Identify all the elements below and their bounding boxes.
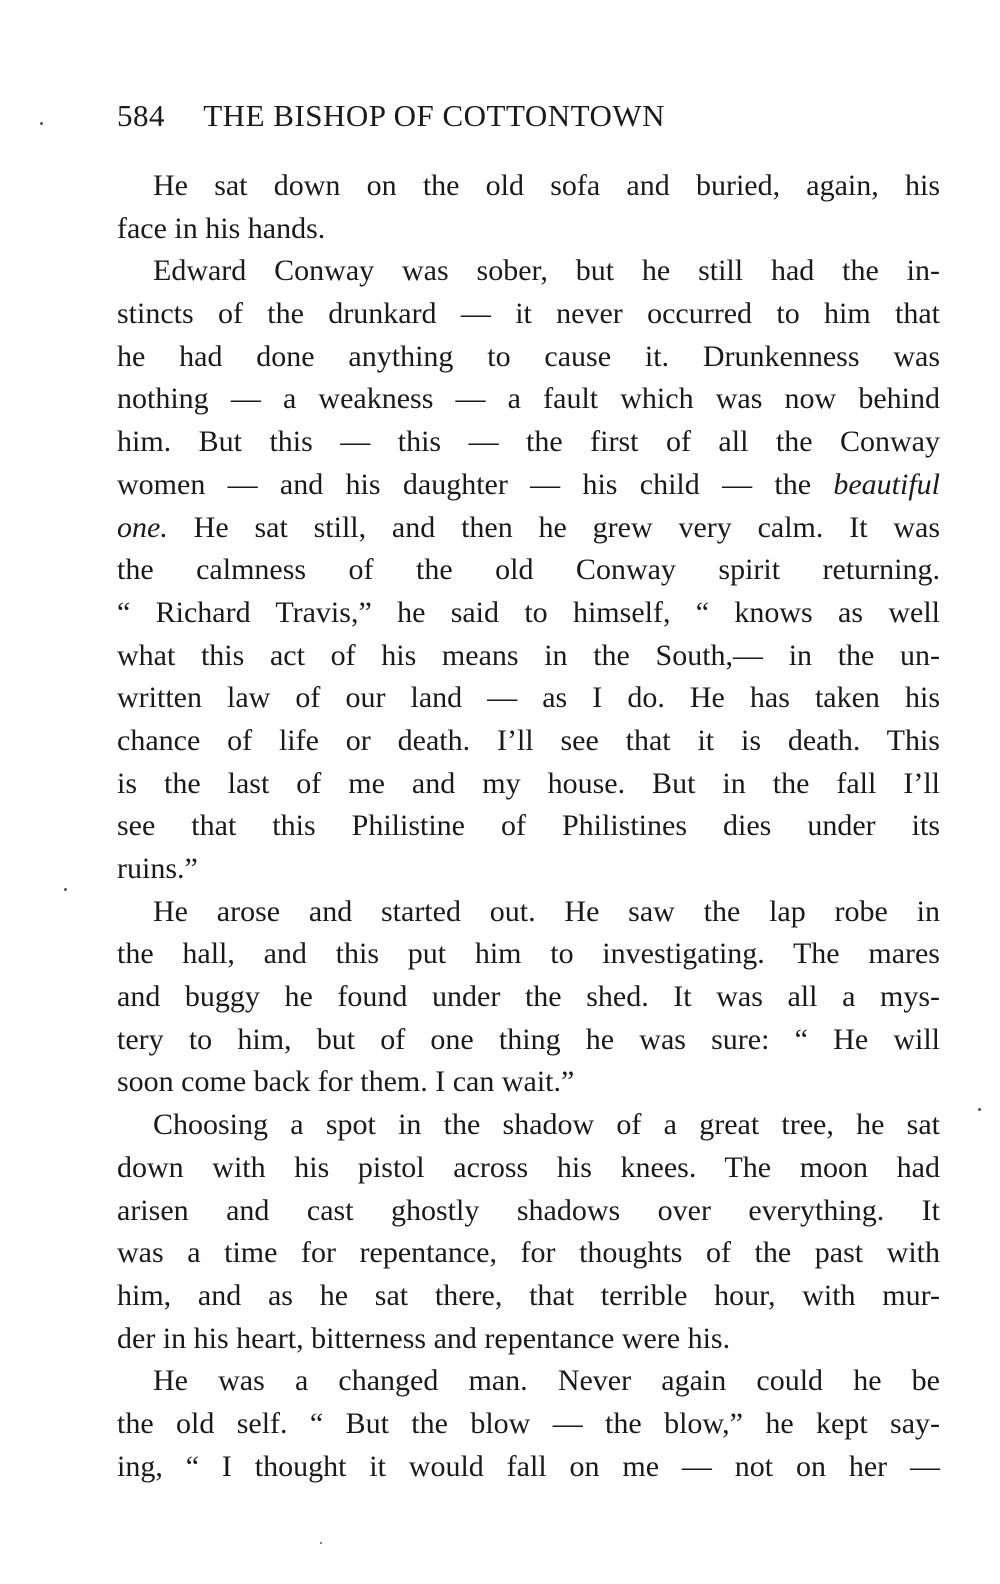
text-line: tery to him, but of one thing he was sure: “ He will <box>117 1022 940 1056</box>
running-title: THE BISHOP OF COTTONTOWN <box>203 98 666 133</box>
paragraph <box>117 891 940 1104</box>
text-line: nothing — a weakness — a fault which was now behind <box>117 382 940 416</box>
text-line: der in his heart, bitterness and repentance were his. <box>117 1321 731 1355</box>
scan-speck <box>64 888 67 891</box>
text-line: soon come back for them. I can wait.” <box>117 1065 575 1099</box>
text-line: chance of life or death. I’ll see that it is death. This <box>117 723 940 757</box>
text-line: he had done anything to cause it. Drunkenness was <box>117 339 940 373</box>
text-line: “ Richard Travis,” he said to himself, “ knows as well <box>117 595 940 629</box>
text-line: He arose and started out. He saw the lap robe in <box>153 894 940 928</box>
paragraph <box>117 1104 940 1360</box>
text-line: arisen and cast ghostly shadows over everything. It <box>117 1193 940 1227</box>
text-line <box>117 464 940 507</box>
text-line: was a time for repentance, for thoughts of the past with <box>117 1236 940 1270</box>
text-fragment: He sat still, and then he grew very calm. It was <box>193 510 940 544</box>
text-line: him. But this — this — the first of all the Conway <box>117 425 940 459</box>
paragraph <box>117 165 940 250</box>
paragraph <box>117 250 940 890</box>
text-line: face in his hands. <box>117 211 326 245</box>
italic-text: one. <box>117 510 168 544</box>
text-fragment: women — and his daughter — his child — the <box>117 467 812 501</box>
text-line: Edward Conway was sober, but he still had the in- <box>153 254 940 288</box>
text-line: the old self. “ But the blow — the blow,” he kept say- <box>117 1406 940 1440</box>
scan-speck <box>320 1542 322 1544</box>
text-line: see that this Philistine of Philistines dies under its <box>117 809 940 843</box>
page-number: 584 <box>117 98 165 133</box>
text-line: stincts of the drunkard — it never occurred to him that <box>117 297 940 331</box>
italic-text: beautiful <box>833 467 940 501</box>
text-line: is the last of me and my house. But in the fall I’ll <box>117 766 940 800</box>
text-line: ruins.” <box>117 852 198 885</box>
text-line: He sat down on the old sofa and buried, again, his <box>153 169 940 202</box>
text-line: He was a changed man. Never again could he be <box>153 1364 940 1398</box>
text-line: ing, “ I thought it would fall on me — not on her — <box>117 1449 940 1483</box>
text-line <box>117 507 940 550</box>
text-line: the hall, and this put him to investigating. The mares <box>117 937 940 971</box>
text-line: written law of our land — as I do. He has taken his <box>117 681 940 715</box>
text-line: Choosing a spot in the shadow of a great tree, he sat <box>153 1108 940 1142</box>
scan-speck <box>978 1108 981 1111</box>
text-line: down with his pistol across his knees. The moon had <box>117 1150 940 1184</box>
paragraph <box>117 1360 940 1488</box>
text-line: what this act of his means in the South,— in the un- <box>117 638 940 672</box>
text-line: him, and as he sat there, that terrible hour, with mur- <box>117 1278 940 1312</box>
running-header <box>117 98 947 142</box>
text-line: and buggy he found under the shed. It was all a mys- <box>117 980 940 1014</box>
scan-speck <box>40 122 43 125</box>
body-text <box>117 165 940 1488</box>
text-line: the calmness of the old Conway spirit returning. <box>117 553 940 587</box>
